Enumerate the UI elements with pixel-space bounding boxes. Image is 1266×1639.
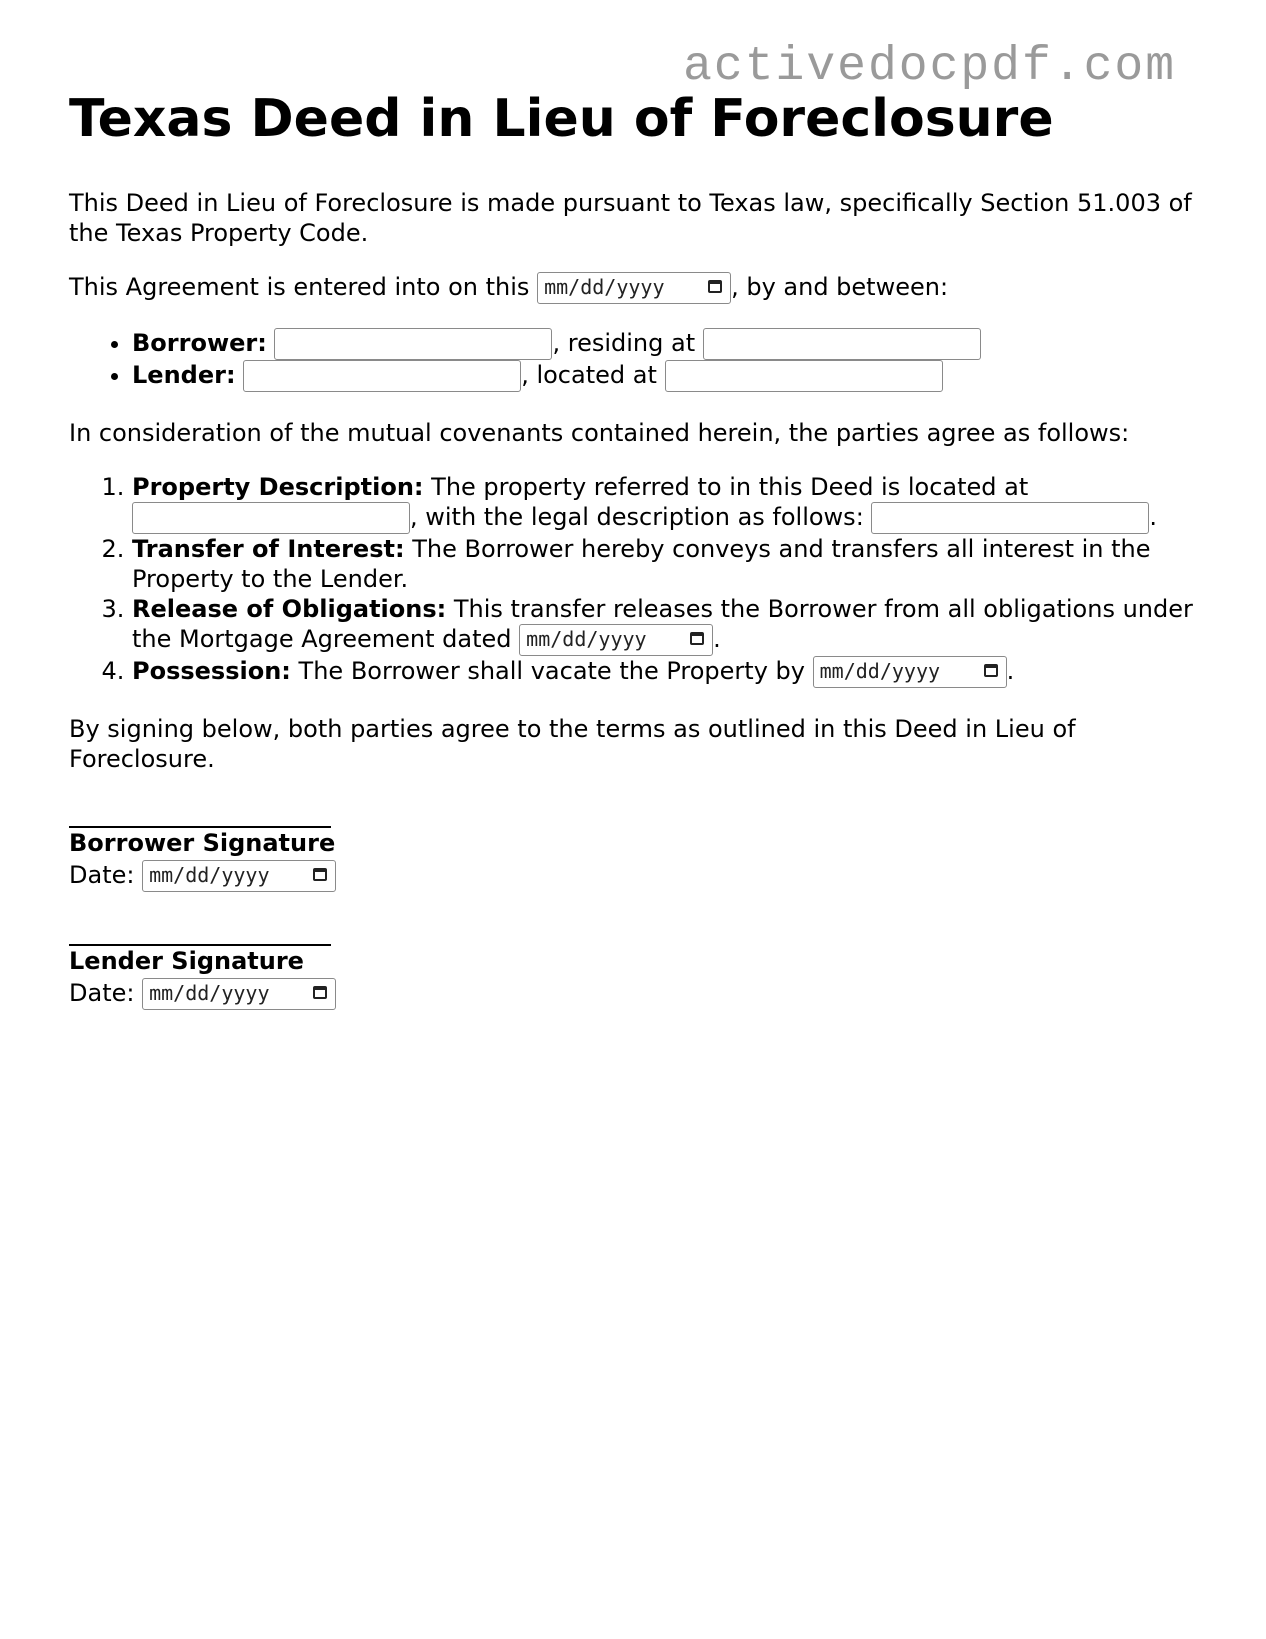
borrower-signature-label: Borrower Signature: [69, 829, 336, 857]
agreement-date-input[interactable]: mm/dd/yyyy: [537, 272, 731, 304]
lender-signature-block: [69, 944, 1199, 1010]
property-location-input[interactable]: [132, 502, 410, 534]
agreement-paragraph: [69, 272, 1199, 304]
calendar-icon[interactable]: [984, 664, 998, 677]
term-release: [132, 594, 1199, 656]
borrower-address-input[interactable]: [703, 328, 981, 360]
lender-name-input[interactable]: [243, 360, 521, 392]
lender-signature-label: Lender Signature: [69, 947, 304, 975]
parties-list: [69, 328, 1199, 392]
term-transfer-title: Transfer of Interest:: [132, 535, 405, 563]
borrower-name-input[interactable]: [274, 328, 552, 360]
intro-paragraph: This Deed in Lieu of Foreclosure is made pursuant to Texas law, specifically Section 51.003 of the Texas Property Code.: [69, 189, 1192, 247]
borrower-date-label: Date:: [69, 861, 135, 889]
borrower-label: Borrower:: [132, 329, 267, 357]
term-transfer-text: The Borrower hereby conveys and transfers all interest in the Property to the Lender.: [132, 535, 1151, 593]
lender-signature-date-input[interactable]: mm/dd/yyyy: [142, 978, 336, 1010]
page-title: Texas Deed in Lieu of Foreclosure: [69, 89, 1054, 149]
term-property: [132, 472, 1199, 534]
lender-connector: , located at: [521, 361, 657, 389]
watermark: activedocpdf.com: [683, 40, 1176, 94]
borrower-item: [132, 328, 1199, 360]
term-possession-period: .: [1006, 657, 1015, 685]
closing-paragraph: By signing below, both parties agree to the terms as outlined in this Deed in Lieu of Foreclosure.: [69, 715, 1076, 773]
term-property-text: The property referred to in this Deed is located at: [431, 473, 1029, 501]
borrower-signature-block: [69, 826, 1199, 892]
agreement-prefix: This Agreement is entered into on this: [69, 273, 530, 301]
term-release-text: This transfer releases the Borrower from all obligations under the Mortgage Agreement dated: [132, 595, 1193, 653]
lender-item: [132, 360, 1199, 392]
lender-date-row: [69, 976, 1199, 1010]
document-body: [69, 88, 1199, 1010]
term-possession-title: Possession:: [132, 657, 291, 685]
borrower-date-row: [69, 858, 1199, 892]
consideration-paragraph: In consideration of the mutual covenants contained herein, the parties agree as follows:: [69, 419, 1130, 447]
calendar-icon[interactable]: [708, 280, 722, 293]
term-release-title: Release of Obligations:: [132, 595, 447, 623]
vacate-date-input[interactable]: mm/dd/yyyy: [813, 656, 1007, 688]
term-release-period: .: [713, 625, 721, 653]
term-transfer: [132, 534, 1199, 594]
agreement-suffix: , by and between:: [731, 273, 949, 301]
terms-list: [69, 472, 1199, 688]
term-property-title: Property Description:: [132, 473, 424, 501]
borrower-connector: , residing at: [552, 329, 696, 357]
lender-address-input[interactable]: [665, 360, 943, 392]
lender-label: Lender:: [132, 361, 236, 389]
calendar-icon[interactable]: [313, 868, 327, 881]
legal-description-input[interactable]: [871, 502, 1149, 534]
lender-date-label: Date:: [69, 979, 135, 1007]
calendar-icon[interactable]: [313, 986, 327, 999]
borrower-signature-date-input[interactable]: mm/dd/yyyy: [142, 860, 336, 892]
term-property-connector: , with the legal description as follows:: [410, 503, 864, 531]
term-possession: [132, 656, 1199, 688]
term-property-period: .: [1149, 503, 1158, 531]
mortgage-date-input[interactable]: mm/dd/yyyy: [519, 624, 713, 656]
term-possession-text: The Borrower shall vacate the Property by: [298, 657, 805, 685]
calendar-icon[interactable]: [690, 632, 704, 645]
